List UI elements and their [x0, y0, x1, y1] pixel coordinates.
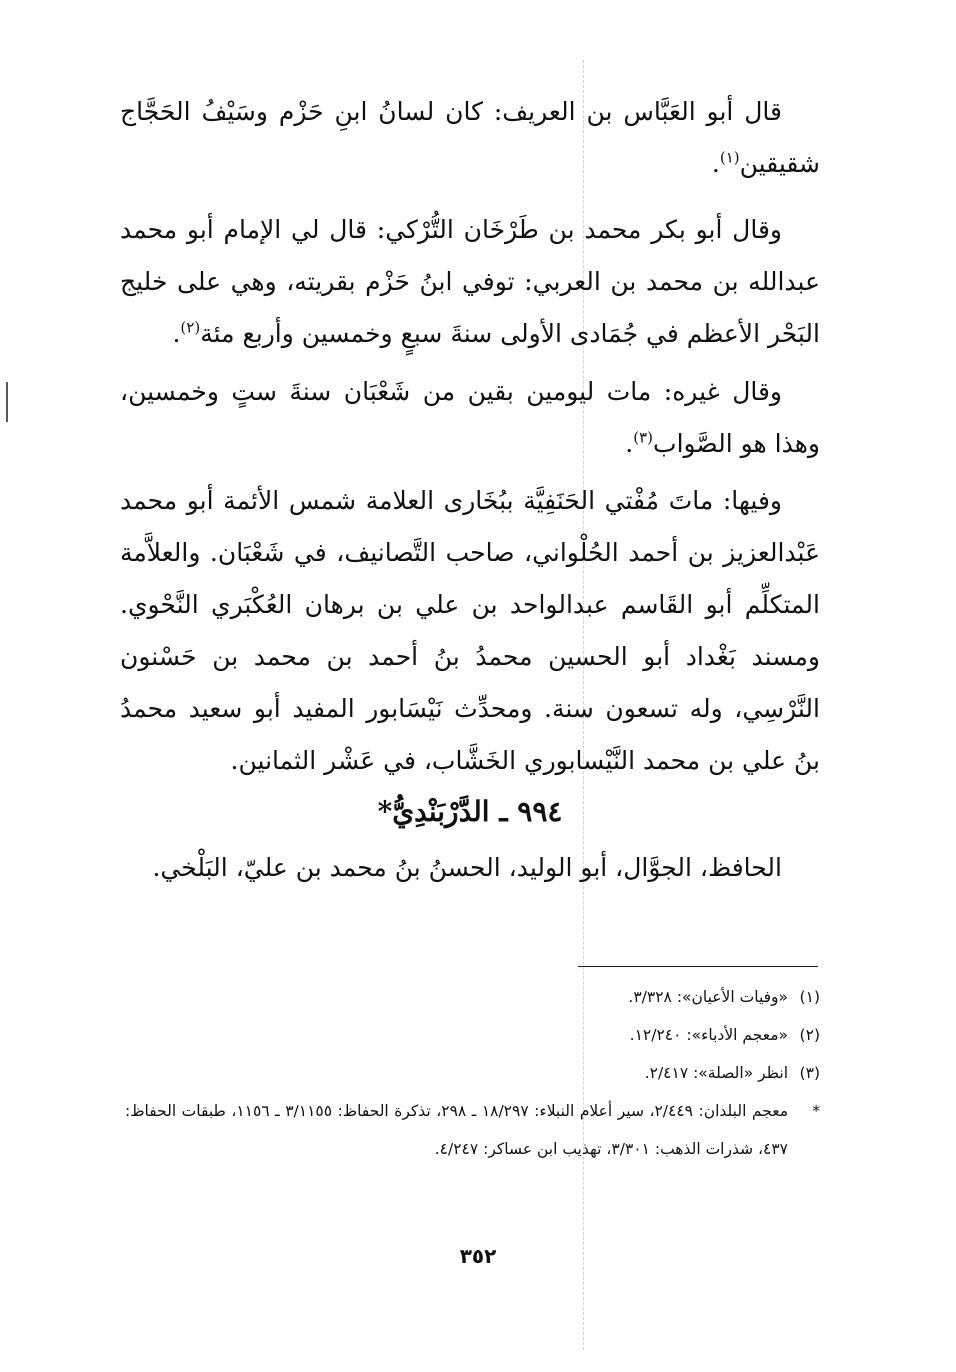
paragraph-end: .: [711, 149, 720, 178]
footnote-item: [125, 1016, 820, 1054]
paragraph-ibn-arif: [120, 86, 820, 190]
footnote-divider: [578, 966, 818, 967]
entry-heading: ٩٩٤ ـ الدَّرْبَنْدِيُّ*: [377, 795, 563, 828]
paragraph-text: وقال أبو بكر محمد بن طَرْخَان التُّرْكي: قال لي الإمام أبو محمد عبدالله بن محمد بن العربي: توفي ابنُ حَزْم بقريته، وهي على خليج البَحْر الأعظم في جُمَادى الأولى سنةَ سبعٍ وخمسين وأربع مئة: [120, 215, 820, 348]
footnote-number: (٣): [799, 1064, 820, 1082]
paragraph-end: .: [172, 319, 181, 348]
scan-margin-mark: [6, 382, 8, 422]
entry-description: [120, 842, 820, 894]
footnote-text: «معجم الأدباء»: ١٢/٢٤٠.: [629, 1026, 788, 1044]
footnote-number: (١): [799, 988, 820, 1006]
footnote-ref-1[interactable]: (١): [719, 148, 740, 167]
footnote-item-sources: [125, 1092, 820, 1168]
footnote-text: معجم البلدان: ٢/٤٤٩، سير أعلام النبلاء: ١٨/٢٩٧ ـ ٢٩٨، تذكرة الحفاظ: ٣/١١٥٥ ـ ١١٥٦، طبقات الحفاظ: ٤٣٧، شذرات الذهب: ٣/٣٠١، تهذيب ابن عساكر: ٤/٢٤٧.: [125, 1102, 788, 1158]
paragraph-ibn-tarkhan: [120, 204, 820, 360]
page-number: ٣٥٢: [459, 1244, 497, 1268]
entry-text: الحافظ، الجوَّال، أبو الوليد، الحسنُ بنُ محمد بن عليّ، البَلْخي.: [152, 853, 782, 882]
footnote-item: [125, 1054, 820, 1092]
footnotes-section: [125, 978, 820, 1168]
paragraph-other-report: [120, 366, 820, 470]
paragraph-text: وفيها: ماتَ مُفْتي الحَنَفِيَّة ببُخَارى العلامة شمس الأئمة أبو محمد عَبْدالعزيز بن أحمد الحُلْواني، صاحب التَّصانيف، في شَعْبَان. والعلاَّمة المتكلِّم أبو القَاسم عبدالواحد بن علي بن برهان العُكْبَري النَّحْوي. ومسند بَغْداد أبو الحسين محمدُ بنُ أحمد بن محمد بن حَسْنون النَّرْسِي، وله تسعون سنة. ومحدِّث نَيْسَابور المفيد أبو سعيد محمدُ بنُ علي بن محمد النَّيْسابوري الخَشَّاب، في عَشْر الثمانين.: [120, 486, 820, 775]
paragraph-text: وقال غيره: مات ليومين بقين من شَعْبَان سنةَ ستٍ وخمسين، وهذا هو الصَّواب: [120, 377, 820, 458]
footnote-text: انظر «الصلة»: ٢/٤١٧.: [644, 1064, 788, 1082]
paragraph-text: قال أبو العَبَّاس بن العريف: كان لسانُ ابنِ حَزْم وسَيْفُ الحَجَّاج شقيقين: [120, 97, 820, 178]
paragraph-deaths-that-year: [120, 475, 820, 787]
footnote-ref-2[interactable]: (٢): [180, 318, 201, 337]
footnote-item: [125, 978, 820, 1016]
footnote-text: «وفيات الأعيان»: ٣/٣٢٨.: [628, 988, 788, 1006]
footnote-ref-3[interactable]: (٣): [633, 428, 654, 447]
footnote-number: (٢): [799, 1026, 820, 1044]
footnote-asterisk: *: [812, 1102, 820, 1120]
paragraph-end: .: [625, 429, 634, 458]
